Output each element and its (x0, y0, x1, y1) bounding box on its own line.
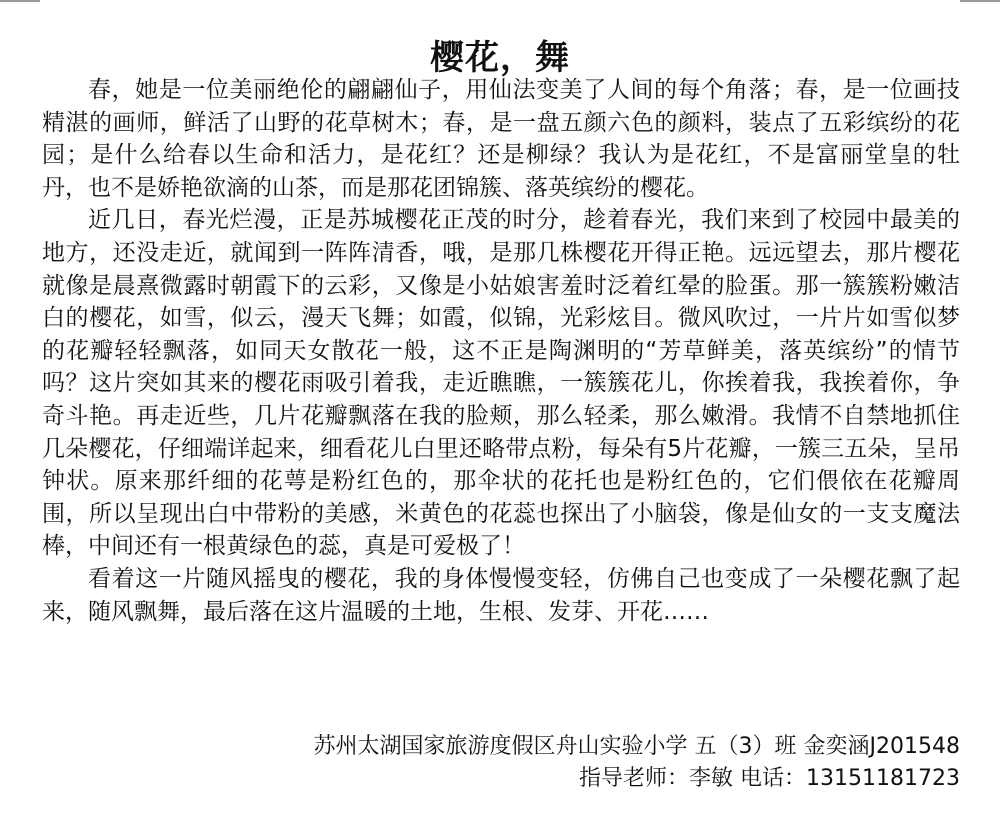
author-school-line: 苏州太湖国家旅游度假区舟山实验小学 五（3）班 金奕涵J201548 (313, 734, 960, 759)
article-body (42, 74, 960, 628)
paragraph-2: 近几日，春光烂漫，正是苏城樱花正茂的时分，趁着春光，我们来到了校园中最美的地方，还没走近，就闻到一阵阵清香，哦，是那几株樱花开得正艳。远远望去，那片樱花就像是晨熹微露时朝霞下的云彩，又像是小姑娘害羞时泛着红晕的脸蛋。那一簇簇粉嫩洁白的樱花，如雪，似云，漫天飞舞；如霞，似锦，光彩炫目。微风吹过，一片片如雪似梦的花瓣轻轻飘落，如同天女散花一般，这不正是陶渊明的“芳草鲜美，落英缤纷”的情节吗？这片突如其来的樱花雨吸引着我，走近瞧瞧，一簇簇花儿，你挨着我，我挨着你，争奇斗艳。再走近些，几片花瓣飘落在我的脸颊，那么轻柔，那么嫩滑。我情不自禁地抓住几朵樱花，仔细端详起来，细看花儿白里还略带点粉，每朵有5片花瓣，一簇三五朵，呈吊钟状。原来那纤细的花萼是粉红色的，那伞状的花托也是粉红色的，它们偎依在花瓣周围，所以呈现出白中带粉的美感，米黄色的花蕊也探出了小脑袋，像是仙女的一支支魔法棒，中间还有一根黄绿色的蕊，真是可爱极了！ (42, 207, 960, 560)
paragraph-3: 看着这一片随风摇曳的樱花，我的身体慢慢变轻，仿佛自己也变成了一朵樱花飘了起来，随风飘舞，最后落在这片温暖的土地，生根、发芽、开花…… (42, 565, 960, 625)
top-right-rule (960, 0, 1000, 2)
top-left-rule (0, 0, 40, 2)
paragraph-1: 春，她是一位美丽绝伦的翩翩仙子，用仙法变美了人间的每个角落；春，是一位画技精湛的画师，鲜活了山野的花草树木；春，是一盘五颜六色的颜料，装点了五彩缤纷的花园；是什么给春以生命和活力，是花红？还是柳绿？我认为是花红，不是富丽堂皇的牡丹，也不是娇艳欲滴的山茶，而是那花团锦簇、落英缤纷的樱花。 (42, 77, 960, 201)
teacher-contact-line: 指导老师：李敏 电话：13151181723 (579, 766, 960, 791)
article-title: 樱花，舞 (430, 37, 570, 78)
